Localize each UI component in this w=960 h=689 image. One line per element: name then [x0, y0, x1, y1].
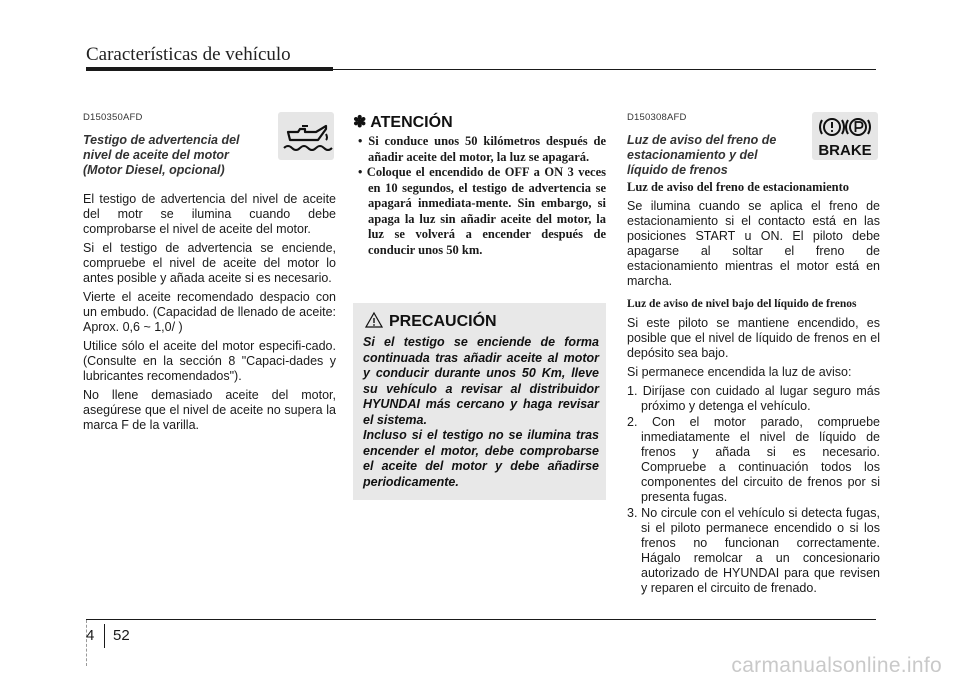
header-rule-thin	[333, 69, 876, 70]
attention-item: • Coloque el encendido de OFF a ON 3 veces en 10 segundos, el testigo de advertencia se apagará inmediata-mente. Sin embargo, si apaga la luz sin añadir aceite del motor, la luz se volverá a encender después de conducir unos 50 km.	[358, 165, 606, 257]
precaution-title: PRECAUCIÓN	[389, 313, 497, 330]
precaution-paragraph: Incluso si el testigo no se ilumina tras encender el motor, debe comprobarse el aceite del motor y debe añadirse periodicamente.	[363, 428, 599, 489]
step-item: 2. Con el motor parado, compruebe inmediatamente el nivel de líquido de frenos y añada si es necesario. Compruebe a continuación todos los componentes del circuito de frenos por si presenta fugas.	[627, 415, 880, 504]
section-code: D150308AFD	[627, 112, 687, 123]
subtitle-line: estacionamiento y del	[627, 148, 758, 162]
paragraph: Si el testigo de advertencia se enciende, compruebe el nivel de aceite del motor lo antes posible y añada aceite si es necesario.	[83, 241, 336, 285]
header-rule	[86, 67, 333, 71]
step-item: 1. Diríjase con cuidado al lugar seguro más próximo y detenga el vehículo.	[627, 384, 880, 413]
paragraph: Si permanece encendida la luz de aviso:	[627, 365, 852, 379]
oil-can-icon	[278, 112, 334, 160]
steps-list	[627, 384, 880, 596]
paragraph: Se ilumina cuando se aplica el freno de estacionamiento si el contacto está en las posiciones START u ON. El piloto debe apagarse al soltar el freno de estacionamiento mientras el motor está en marcha.	[627, 199, 880, 288]
section-number: 4	[86, 627, 95, 644]
attention-item: • Si conduce unos 50 kilómetros después de añadir aceite del motor, la luz se apagará.	[358, 134, 606, 164]
subtitle-line: líquido de frenos	[627, 163, 728, 177]
column-brake-warning	[627, 112, 880, 597]
page-header-title: Características de vehículo	[86, 44, 291, 65]
warning-triangle-icon	[365, 311, 383, 329]
paragraph: Si este piloto se mantiene encendido, es posible que el nivel de líquido de frenos en el depósito sea bajo.	[627, 316, 880, 360]
subheading: Luz de aviso de nivel bajo del líquido de frenos	[627, 298, 857, 310]
precaution-box	[353, 303, 606, 500]
paragraph: El testigo de advertencia del nivel de aceite del motr se ilumina cuando debe comprobarse el nivel de aceite del motor.	[83, 192, 336, 236]
brake-label: BRAKE	[818, 142, 872, 159]
precaution-paragraph: Si el testigo se enciende de forma continuada tras añadir aceite al motor y conducir durante unos 50 Km, lleve su vehículo a revisar al distribuidor HYUNDAI más cercano y haga revisar el sistema.	[363, 335, 599, 427]
subheading: Luz de aviso del freno de estacionamiento	[627, 180, 849, 194]
subtitle-line: Luz de aviso del freno de	[627, 133, 777, 147]
paragraph: Utilice sólo el aceite del motor especifi-cado. (Consulte en la sección 8 "Capaci-dades y lubricantes recomendados").	[83, 339, 336, 383]
subtitle-line: (Motor Diesel, opcional)	[83, 163, 225, 177]
page-separator	[104, 624, 105, 648]
step-item: 3. No circule con el vehículo si detecta fugas, si el piloto permanece encendido o si los frenos no funcionan correctamente. Hágalo remolcar a un concesionario autorizado de HYUNDAI para que revisen y reparen el circuito de frenado.	[627, 506, 880, 595]
subtitle-line: nivel de aceite del motor	[83, 148, 229, 162]
column-oil-warning	[83, 112, 336, 437]
paragraph: No llene demasiado aceite del motor, asegúrese que el nivel de aceite no supera la marca F de la varilla.	[83, 388, 336, 432]
section-code: D150350AFD	[83, 112, 143, 123]
brake-warning-icon	[812, 112, 878, 160]
attention-list	[353, 134, 606, 258]
subtitle-line: Testigo de advertencia del	[83, 133, 240, 147]
footer-rule	[86, 619, 876, 620]
page-number: 52	[113, 627, 130, 644]
section-subtitle	[627, 133, 807, 178]
paragraph: Vierte el aceite recomendado despacio con un embudo. (Capacidad de llenado de aceite: Aprox. 0,6 ~ 1,0/ )	[83, 290, 336, 334]
column-attention	[353, 112, 606, 258]
attention-title: ✽ ATENCIÓN	[353, 114, 453, 131]
watermark: carmanualsonline.info	[731, 654, 942, 677]
precaution-text	[363, 335, 599, 490]
